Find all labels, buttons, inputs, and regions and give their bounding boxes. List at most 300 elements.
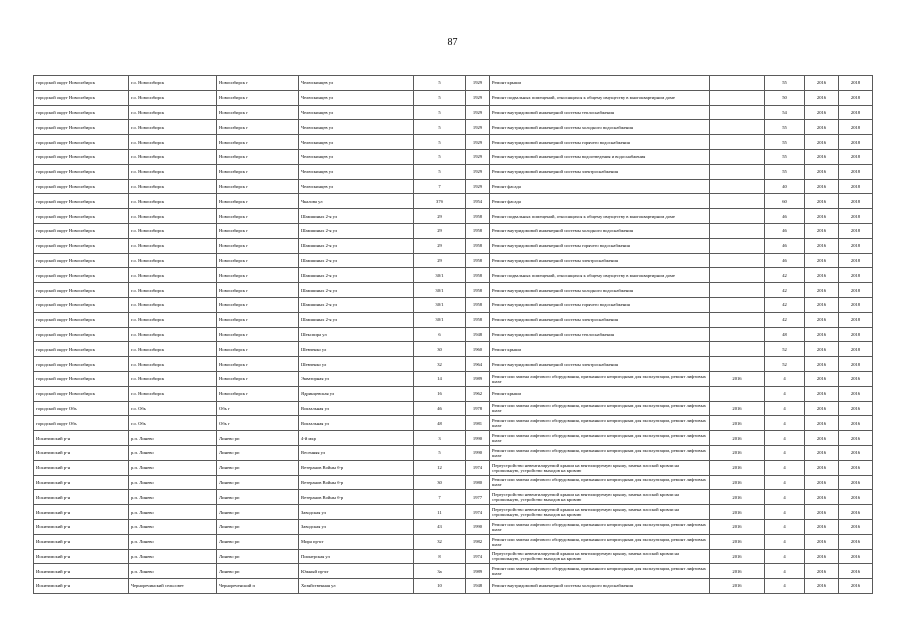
cell-plan-year bbox=[710, 297, 765, 312]
cell-house-number: 5 bbox=[414, 445, 466, 460]
cell-work-type: Ремонт фасада bbox=[490, 194, 710, 209]
cell-end-year: 2016 bbox=[839, 579, 873, 594]
cell-work-type: Ремонт внутридомовой инженерной системы электроснабжения bbox=[490, 312, 710, 327]
cell-start-year: 2016 bbox=[805, 401, 839, 416]
cell-house-number: 5 bbox=[414, 164, 466, 179]
table-row bbox=[34, 223, 873, 238]
table-row bbox=[34, 105, 873, 120]
cell-municipal-district: Искитимский р-н bbox=[34, 505, 129, 520]
cell-build-year: 1929 bbox=[466, 105, 490, 120]
table-row bbox=[34, 564, 873, 579]
cell-start-year: 2016 bbox=[805, 164, 839, 179]
cell-plan-year bbox=[710, 135, 765, 150]
cell-house-number: 43 bbox=[414, 519, 466, 534]
cell-locality: Новосибирск г bbox=[217, 238, 299, 253]
cell-cost-value: 46 bbox=[765, 238, 805, 253]
cell-settlement: г.о. Новосибирск bbox=[129, 149, 217, 164]
cell-locality: Новосибирск г bbox=[217, 253, 299, 268]
cell-cost-value: 4 bbox=[765, 371, 805, 386]
cell-end-year: 2018 bbox=[839, 223, 873, 238]
cell-house-number: 30/1 bbox=[414, 283, 466, 298]
cell-end-year: 2018 bbox=[839, 253, 873, 268]
cell-plan-year bbox=[710, 268, 765, 283]
cell-street: Заводская ул bbox=[299, 519, 414, 534]
cell-cost-value: 40 bbox=[765, 179, 805, 194]
cell-locality: Линево рп bbox=[217, 490, 299, 505]
cell-cost-value: 52 bbox=[765, 357, 805, 372]
cell-street: Ядринцевская ул bbox=[299, 386, 414, 401]
cell-end-year: 2016 bbox=[839, 534, 873, 549]
cell-settlement: Черноречинский сельсовет bbox=[129, 579, 217, 594]
table-row bbox=[34, 534, 873, 549]
cell-locality: Чернореченский п bbox=[217, 579, 299, 594]
cell-street: Ветеранов Войны б-р bbox=[299, 490, 414, 505]
cell-locality: Линево рп bbox=[217, 505, 299, 520]
cell-cost-value: 50 bbox=[765, 90, 805, 105]
cell-plan-year bbox=[710, 209, 765, 224]
cell-locality: Новосибирск г bbox=[217, 90, 299, 105]
cell-municipal-district: городской округ Новосибирск bbox=[34, 327, 129, 342]
cell-municipal-district: городской округ Новосибирск bbox=[34, 312, 129, 327]
cell-end-year: 2018 bbox=[839, 76, 873, 91]
cell-plan-year bbox=[710, 312, 765, 327]
cell-work-type: Ремонт крыши bbox=[490, 386, 710, 401]
cell-start-year: 2016 bbox=[805, 327, 839, 342]
cell-work-type: Ремонт или замена лифтового оборудования, признанного непригодным для эксплуатации, ремонт лифтовых шахт bbox=[490, 475, 710, 490]
cell-build-year: 1958 bbox=[466, 297, 490, 312]
cell-street: Ветеранов Войны б-р bbox=[299, 475, 414, 490]
cell-settlement: г.о. Новосибирск bbox=[129, 105, 217, 120]
cell-cost-value: 55 bbox=[765, 135, 805, 150]
cell-settlement: г.о. Новосибирск bbox=[129, 223, 217, 238]
cell-work-type: Ремонт внутридомовой инженерной системы горячего водоснабжения bbox=[490, 135, 710, 150]
cell-end-year: 2016 bbox=[839, 564, 873, 579]
cell-work-type: Переустройство невентилируемой крыши на вентилируемую крышу, замена плоской кровли на стропильную, устройство выходов на кровлю bbox=[490, 549, 710, 564]
table-row bbox=[34, 371, 873, 386]
table-row bbox=[34, 283, 873, 298]
cell-street: Хозяйственная ул bbox=[299, 579, 414, 594]
cell-work-type: Ремонт подвальных помещений, относящихся к общему имуществу в многоквартирном доме bbox=[490, 90, 710, 105]
cell-street: Шамшиных 2-я ул bbox=[299, 297, 414, 312]
table-row bbox=[34, 431, 873, 446]
cell-build-year: 1954 bbox=[466, 194, 490, 209]
cell-build-year: 1929 bbox=[466, 135, 490, 150]
cell-settlement: г.о. Новосибирск bbox=[129, 194, 217, 209]
cell-plan-year bbox=[710, 223, 765, 238]
cell-street: Шамшиных 2-я ул bbox=[299, 283, 414, 298]
cell-end-year: 2016 bbox=[839, 445, 873, 460]
cell-cost-value: 55 bbox=[765, 164, 805, 179]
cell-plan-year: 2016 bbox=[710, 579, 765, 594]
cell-plan-year bbox=[710, 149, 765, 164]
cell-house-number: 30/1 bbox=[414, 297, 466, 312]
cell-work-type: Ремонт внутридомовой инженерной системы теплоснабжения bbox=[490, 327, 710, 342]
cell-build-year: 1958 bbox=[466, 283, 490, 298]
cell-locality: Новосибирск г bbox=[217, 194, 299, 209]
cell-municipal-district: городской округ Новосибирск bbox=[34, 209, 129, 224]
cell-plan-year bbox=[710, 357, 765, 372]
cell-end-year: 2016 bbox=[839, 490, 873, 505]
cell-start-year: 2016 bbox=[805, 534, 839, 549]
table-row bbox=[34, 475, 873, 490]
cell-start-year: 2016 bbox=[805, 223, 839, 238]
cell-locality: Новосибирск г bbox=[217, 327, 299, 342]
cell-street: Пионерская ул bbox=[299, 549, 414, 564]
cell-house-number: 29 bbox=[414, 223, 466, 238]
cell-settlement: р.п. Линево bbox=[129, 505, 217, 520]
cell-house-number: 5 bbox=[414, 149, 466, 164]
cell-house-number: 37б bbox=[414, 194, 466, 209]
cell-street: Заводская ул bbox=[299, 505, 414, 520]
cell-build-year: 1929 bbox=[466, 149, 490, 164]
cell-work-type: Ремонт внутридомовой инженерной системы холодного водоснабжения bbox=[490, 120, 710, 135]
cell-start-year: 2016 bbox=[805, 505, 839, 520]
cell-settlement: г.о. Новосибирск bbox=[129, 371, 217, 386]
cell-municipal-district: Искитимский р-н bbox=[34, 519, 129, 534]
cell-settlement: г.о. Обь bbox=[129, 401, 217, 416]
cell-build-year: 1929 bbox=[466, 76, 490, 91]
cell-cost-value: 4 bbox=[765, 431, 805, 446]
table-row bbox=[34, 416, 873, 431]
cell-settlement: г.о. Новосибирск bbox=[129, 327, 217, 342]
cell-municipal-district: Искитимский р-н bbox=[34, 549, 129, 564]
cell-end-year: 2018 bbox=[839, 283, 873, 298]
cell-settlement: г.о. Новосибирск bbox=[129, 120, 217, 135]
cell-end-year: 2018 bbox=[839, 297, 873, 312]
cell-build-year: 1974 bbox=[466, 460, 490, 475]
cell-start-year: 2016 bbox=[805, 253, 839, 268]
cell-plan-year bbox=[710, 164, 765, 179]
table-row bbox=[34, 312, 873, 327]
cell-cost-value: 4 bbox=[765, 401, 805, 416]
cell-street: Шевченко ул bbox=[299, 342, 414, 357]
cell-plan-year: 2016 bbox=[710, 475, 765, 490]
cell-start-year: 2016 bbox=[805, 194, 839, 209]
cell-work-type: Ремонт внутридомовой инженерной системы холодного водоснабжения bbox=[490, 283, 710, 298]
cell-house-number: 10 bbox=[414, 579, 466, 594]
cell-locality: Линево рп bbox=[217, 564, 299, 579]
cell-cost-value: 52 bbox=[765, 342, 805, 357]
table-row bbox=[34, 149, 873, 164]
cell-locality: Новосибирск г bbox=[217, 149, 299, 164]
cell-street: Шамшиных 2-я ул bbox=[299, 253, 414, 268]
cell-municipal-district: городской округ Новосибирск bbox=[34, 76, 129, 91]
cell-locality: Новосибирск г bbox=[217, 105, 299, 120]
cell-work-type: Ремонт или замена лифтового оборудования, признанного непригодным для эксплуатации, ремонт лифтовых шахт bbox=[490, 371, 710, 386]
cell-plan-year: 2016 bbox=[710, 445, 765, 460]
cell-plan-year: 2016 bbox=[710, 371, 765, 386]
cell-end-year: 2016 bbox=[839, 386, 873, 401]
cell-locality: Новосибирск г bbox=[217, 357, 299, 372]
cell-house-number: 7 bbox=[414, 179, 466, 194]
cell-settlement: г.о. Новосибирск bbox=[129, 238, 217, 253]
cell-locality: Новосибирск г bbox=[217, 164, 299, 179]
table-row bbox=[34, 120, 873, 135]
table-row bbox=[34, 579, 873, 594]
cell-plan-year bbox=[710, 386, 765, 401]
cell-build-year: 1929 bbox=[466, 164, 490, 179]
cell-house-number: 12 bbox=[414, 460, 466, 475]
cell-start-year: 2016 bbox=[805, 490, 839, 505]
cell-build-year: 1974 bbox=[466, 505, 490, 520]
table-row bbox=[34, 253, 873, 268]
cell-cost-value: 42 bbox=[765, 297, 805, 312]
cell-street: Весенняя ул bbox=[299, 445, 414, 460]
cell-work-type: Ремонт внутридомовой инженерной системы электроснабжения bbox=[490, 253, 710, 268]
cell-municipal-district: городской округ Новосибирск bbox=[34, 297, 129, 312]
cell-cost-value: 54 bbox=[765, 105, 805, 120]
table-row bbox=[34, 357, 873, 372]
cell-cost-value: 60 bbox=[765, 194, 805, 209]
cell-locality: Линево рп bbox=[217, 549, 299, 564]
cell-work-type: Ремонт или замена лифтового оборудования, признанного непригодным для эксплуатации, ремонт лифтовых шахт bbox=[490, 534, 710, 549]
cell-start-year: 2016 bbox=[805, 90, 839, 105]
cell-cost-value: 46 bbox=[765, 209, 805, 224]
cell-municipal-district: городской округ Новосибирск bbox=[34, 120, 129, 135]
cell-locality: Новосибирск г bbox=[217, 386, 299, 401]
cell-street: Ветеранов Войны б-р bbox=[299, 460, 414, 475]
cell-house-number: 11 bbox=[414, 505, 466, 520]
table-body bbox=[34, 76, 873, 594]
cell-street: Челюскинцев ул bbox=[299, 135, 414, 150]
cell-street: Шамшиных 2-я ул bbox=[299, 268, 414, 283]
cell-house-number: 5 bbox=[414, 90, 466, 105]
table-row bbox=[34, 519, 873, 534]
cell-settlement: г.о. Новосибирск bbox=[129, 76, 217, 91]
cell-start-year: 2016 bbox=[805, 371, 839, 386]
cell-plan-year bbox=[710, 179, 765, 194]
cell-municipal-district: городской округ Новосибирск bbox=[34, 342, 129, 357]
cell-build-year: 1962 bbox=[466, 386, 490, 401]
cell-municipal-district: Искитимский р-н bbox=[34, 490, 129, 505]
cell-end-year: 2018 bbox=[839, 135, 873, 150]
cell-house-number: 32 bbox=[414, 534, 466, 549]
cell-build-year: 1948 bbox=[466, 327, 490, 342]
cell-locality: Обь г bbox=[217, 401, 299, 416]
table-row bbox=[34, 327, 873, 342]
table-row bbox=[34, 549, 873, 564]
cell-settlement: р.п. Линево bbox=[129, 431, 217, 446]
cell-locality: Новосибирск г bbox=[217, 223, 299, 238]
cell-settlement: г.о. Новосибирск bbox=[129, 209, 217, 224]
cell-work-type: Ремонт или замена лифтового оборудования, признанного непригодным для эксплуатации, ремонт лифтовых шахт bbox=[490, 416, 710, 431]
cell-end-year: 2016 bbox=[839, 431, 873, 446]
cell-start-year: 2016 bbox=[805, 475, 839, 490]
cell-build-year: 1929 bbox=[466, 120, 490, 135]
cell-cost-value: 4 bbox=[765, 579, 805, 594]
cell-plan-year bbox=[710, 90, 765, 105]
cell-cost-value: 4 bbox=[765, 490, 805, 505]
cell-build-year: 1977 bbox=[466, 490, 490, 505]
table-row bbox=[34, 490, 873, 505]
cell-start-year: 2016 bbox=[805, 519, 839, 534]
cell-end-year: 2018 bbox=[839, 149, 873, 164]
table-row bbox=[34, 460, 873, 475]
cell-plan-year: 2016 bbox=[710, 460, 765, 475]
cell-work-type: Переустройство невентилируемой крыши на вентилируемую крышу, замена плоской кровли на стропильную, устройство выходов на кровлю bbox=[490, 460, 710, 475]
cell-locality: Новосибирск г bbox=[217, 342, 299, 357]
cell-build-year: 1958 bbox=[466, 209, 490, 224]
cell-street: Экваторная ул bbox=[299, 371, 414, 386]
cell-build-year: 1990 bbox=[466, 431, 490, 446]
cell-street: Чкалова ул bbox=[299, 194, 414, 209]
cell-municipal-district: городской округ Новосибирск bbox=[34, 357, 129, 372]
cell-locality: Новосибирск г bbox=[217, 120, 299, 135]
cell-municipal-district: городской округ Новосибирск bbox=[34, 386, 129, 401]
cell-end-year: 2016 bbox=[839, 549, 873, 564]
cell-municipal-district: Искитимский р-н bbox=[34, 564, 129, 579]
cell-municipal-district: городской округ Новосибирск bbox=[34, 194, 129, 209]
cell-street: Челюскинцев ул bbox=[299, 105, 414, 120]
cell-build-year: 1958 bbox=[466, 253, 490, 268]
cell-start-year: 2016 bbox=[805, 120, 839, 135]
cell-plan-year: 2016 bbox=[710, 564, 765, 579]
cell-build-year: 1981 bbox=[466, 416, 490, 431]
cell-plan-year bbox=[710, 76, 765, 91]
cell-street: Челюскинцев ул bbox=[299, 120, 414, 135]
cell-build-year: 1929 bbox=[466, 179, 490, 194]
cell-build-year: 1982 bbox=[466, 534, 490, 549]
cell-start-year: 2016 bbox=[805, 342, 839, 357]
cell-plan-year bbox=[710, 105, 765, 120]
cell-plan-year: 2016 bbox=[710, 505, 765, 520]
cell-settlement: г.о. Новосибирск bbox=[129, 179, 217, 194]
cell-cost-value: 4 bbox=[765, 416, 805, 431]
cell-house-number: 16 bbox=[414, 386, 466, 401]
cell-end-year: 2016 bbox=[839, 460, 873, 475]
cell-end-year: 2016 bbox=[839, 416, 873, 431]
cell-start-year: 2016 bbox=[805, 105, 839, 120]
table-row bbox=[34, 401, 873, 416]
cell-plan-year: 2016 bbox=[710, 416, 765, 431]
cell-street: Челюскинцев ул bbox=[299, 76, 414, 91]
cell-settlement: р.п. Линево bbox=[129, 490, 217, 505]
cell-start-year: 2016 bbox=[805, 149, 839, 164]
cell-work-type: Ремонт внутридомовой инженерной системы холодного водоснабжения bbox=[490, 579, 710, 594]
cell-settlement: р.п. Линево bbox=[129, 445, 217, 460]
cell-work-type: Ремонт внутридомовой инженерной системы электроснабжения bbox=[490, 164, 710, 179]
cell-cost-value: 42 bbox=[765, 283, 805, 298]
cell-cost-value: 42 bbox=[765, 268, 805, 283]
cell-build-year: 1990 bbox=[466, 445, 490, 460]
cell-municipal-district: городской округ Новосибирск bbox=[34, 90, 129, 105]
cell-municipal-district: городской округ Новосибирск bbox=[34, 135, 129, 150]
cell-work-type: Ремонт внутридомовой инженерной системы горячего водоснабжения bbox=[490, 297, 710, 312]
cell-street: Шамшиных 2-я ул bbox=[299, 238, 414, 253]
cell-street: Шамшиных 2-я ул bbox=[299, 209, 414, 224]
cell-end-year: 2018 bbox=[839, 194, 873, 209]
cell-house-number: 5 bbox=[414, 76, 466, 91]
cell-build-year: 1958 bbox=[466, 312, 490, 327]
cell-work-type: Ремонт или замена лифтового оборудования, признанного непригодным для эксплуатации, ремонт лифтовых шахт bbox=[490, 401, 710, 416]
cell-house-number: 5 bbox=[414, 105, 466, 120]
cell-house-number: 29 bbox=[414, 209, 466, 224]
cell-build-year: 1964 bbox=[466, 357, 490, 372]
cell-work-type: Ремонт фасада bbox=[490, 179, 710, 194]
cell-plan-year bbox=[710, 238, 765, 253]
cell-municipal-district: городской округ Новосибирск bbox=[34, 164, 129, 179]
cell-cost-value: 4 bbox=[765, 386, 805, 401]
cell-work-type: Ремонт или замена лифтового оборудования, признанного непригодным для эксплуатации, ремонт лифтовых шахт bbox=[490, 445, 710, 460]
cell-end-year: 2016 bbox=[839, 401, 873, 416]
cell-start-year: 2016 bbox=[805, 283, 839, 298]
cell-work-type: Ремонт крыши bbox=[490, 76, 710, 91]
cell-cost-value: 55 bbox=[765, 120, 805, 135]
cell-build-year: 1980 bbox=[466, 475, 490, 490]
cell-end-year: 2016 bbox=[839, 475, 873, 490]
cell-locality: Новосибирск г bbox=[217, 283, 299, 298]
cell-settlement: г.о. Новосибирск bbox=[129, 357, 217, 372]
cell-start-year: 2016 bbox=[805, 386, 839, 401]
cell-locality: Линево рп bbox=[217, 534, 299, 549]
cell-street: Вокзальная ул bbox=[299, 416, 414, 431]
cell-locality: Обь г bbox=[217, 416, 299, 431]
cell-settlement: г.о. Новосибирск bbox=[129, 90, 217, 105]
cell-start-year: 2016 bbox=[805, 179, 839, 194]
cell-start-year: 2016 bbox=[805, 431, 839, 446]
cell-work-type: Переустройство невентилируемой крыши на вентилируемую крышу, замена плоской кровли на стропильную, устройство выходов на кровлю bbox=[490, 490, 710, 505]
cell-cost-value: 4 bbox=[765, 534, 805, 549]
cell-work-type: Ремонт внутридомовой инженерной системы водоотведения и водоснабжения bbox=[490, 149, 710, 164]
cell-street: Челюскинцев ул bbox=[299, 179, 414, 194]
cell-house-number: 30 bbox=[414, 475, 466, 490]
cell-build-year: 1948 bbox=[466, 579, 490, 594]
cell-municipal-district: городской округ Новосибирск bbox=[34, 149, 129, 164]
cell-settlement: г.о. Новосибирск bbox=[129, 342, 217, 357]
cell-start-year: 2016 bbox=[805, 238, 839, 253]
cell-end-year: 2018 bbox=[839, 179, 873, 194]
cell-end-year: 2018 bbox=[839, 342, 873, 357]
cell-end-year: 2018 bbox=[839, 164, 873, 179]
cell-settlement: р.п. Линево bbox=[129, 475, 217, 490]
cell-house-number: 5 bbox=[414, 120, 466, 135]
cell-settlement: г.о. Новосибирск bbox=[129, 283, 217, 298]
cell-build-year: 1958 bbox=[466, 268, 490, 283]
table-row bbox=[34, 297, 873, 312]
cell-municipal-district: городской округ Новосибирск bbox=[34, 179, 129, 194]
cell-locality: Линево рп bbox=[217, 431, 299, 446]
cell-end-year: 2018 bbox=[839, 90, 873, 105]
cell-settlement: г.о. Новосибирск bbox=[129, 268, 217, 283]
table-row bbox=[34, 268, 873, 283]
cell-work-type: Ремонт или замена лифтового оборудования, признанного непригодным для эксплуатации, ремонт лифтовых шахт bbox=[490, 431, 710, 446]
cell-end-year: 2018 bbox=[839, 120, 873, 135]
cell-work-type: Ремонт внутридомовой инженерной системы теплоснабжения bbox=[490, 105, 710, 120]
cell-build-year: 1978 bbox=[466, 401, 490, 416]
cell-cost-value: 42 bbox=[765, 312, 805, 327]
cell-municipal-district: городской округ Новосибирск bbox=[34, 105, 129, 120]
cell-street: Мира пр-кт bbox=[299, 534, 414, 549]
cell-end-year: 2018 bbox=[839, 105, 873, 120]
cell-street: Челюскинцев ул bbox=[299, 164, 414, 179]
cell-house-number: 3а bbox=[414, 564, 466, 579]
cell-settlement: г.о. Новосибирск bbox=[129, 297, 217, 312]
cell-house-number: 8 bbox=[414, 549, 466, 564]
cell-start-year: 2016 bbox=[805, 357, 839, 372]
cell-house-number: 3 bbox=[414, 431, 466, 446]
cell-plan-year bbox=[710, 283, 765, 298]
cell-house-number: 30/1 bbox=[414, 312, 466, 327]
cell-municipal-district: городской округ Обь bbox=[34, 416, 129, 431]
cell-municipal-district: городской округ Новосибирск bbox=[34, 268, 129, 283]
table-row bbox=[34, 445, 873, 460]
cell-street: Шамшиных 2-я ул bbox=[299, 312, 414, 327]
cell-plan-year: 2016 bbox=[710, 549, 765, 564]
cell-locality: Новосибирск г bbox=[217, 371, 299, 386]
cell-build-year: 1958 bbox=[466, 223, 490, 238]
cell-street: Шамшиных 2-я ул bbox=[299, 223, 414, 238]
cell-house-number: 7 bbox=[414, 490, 466, 505]
